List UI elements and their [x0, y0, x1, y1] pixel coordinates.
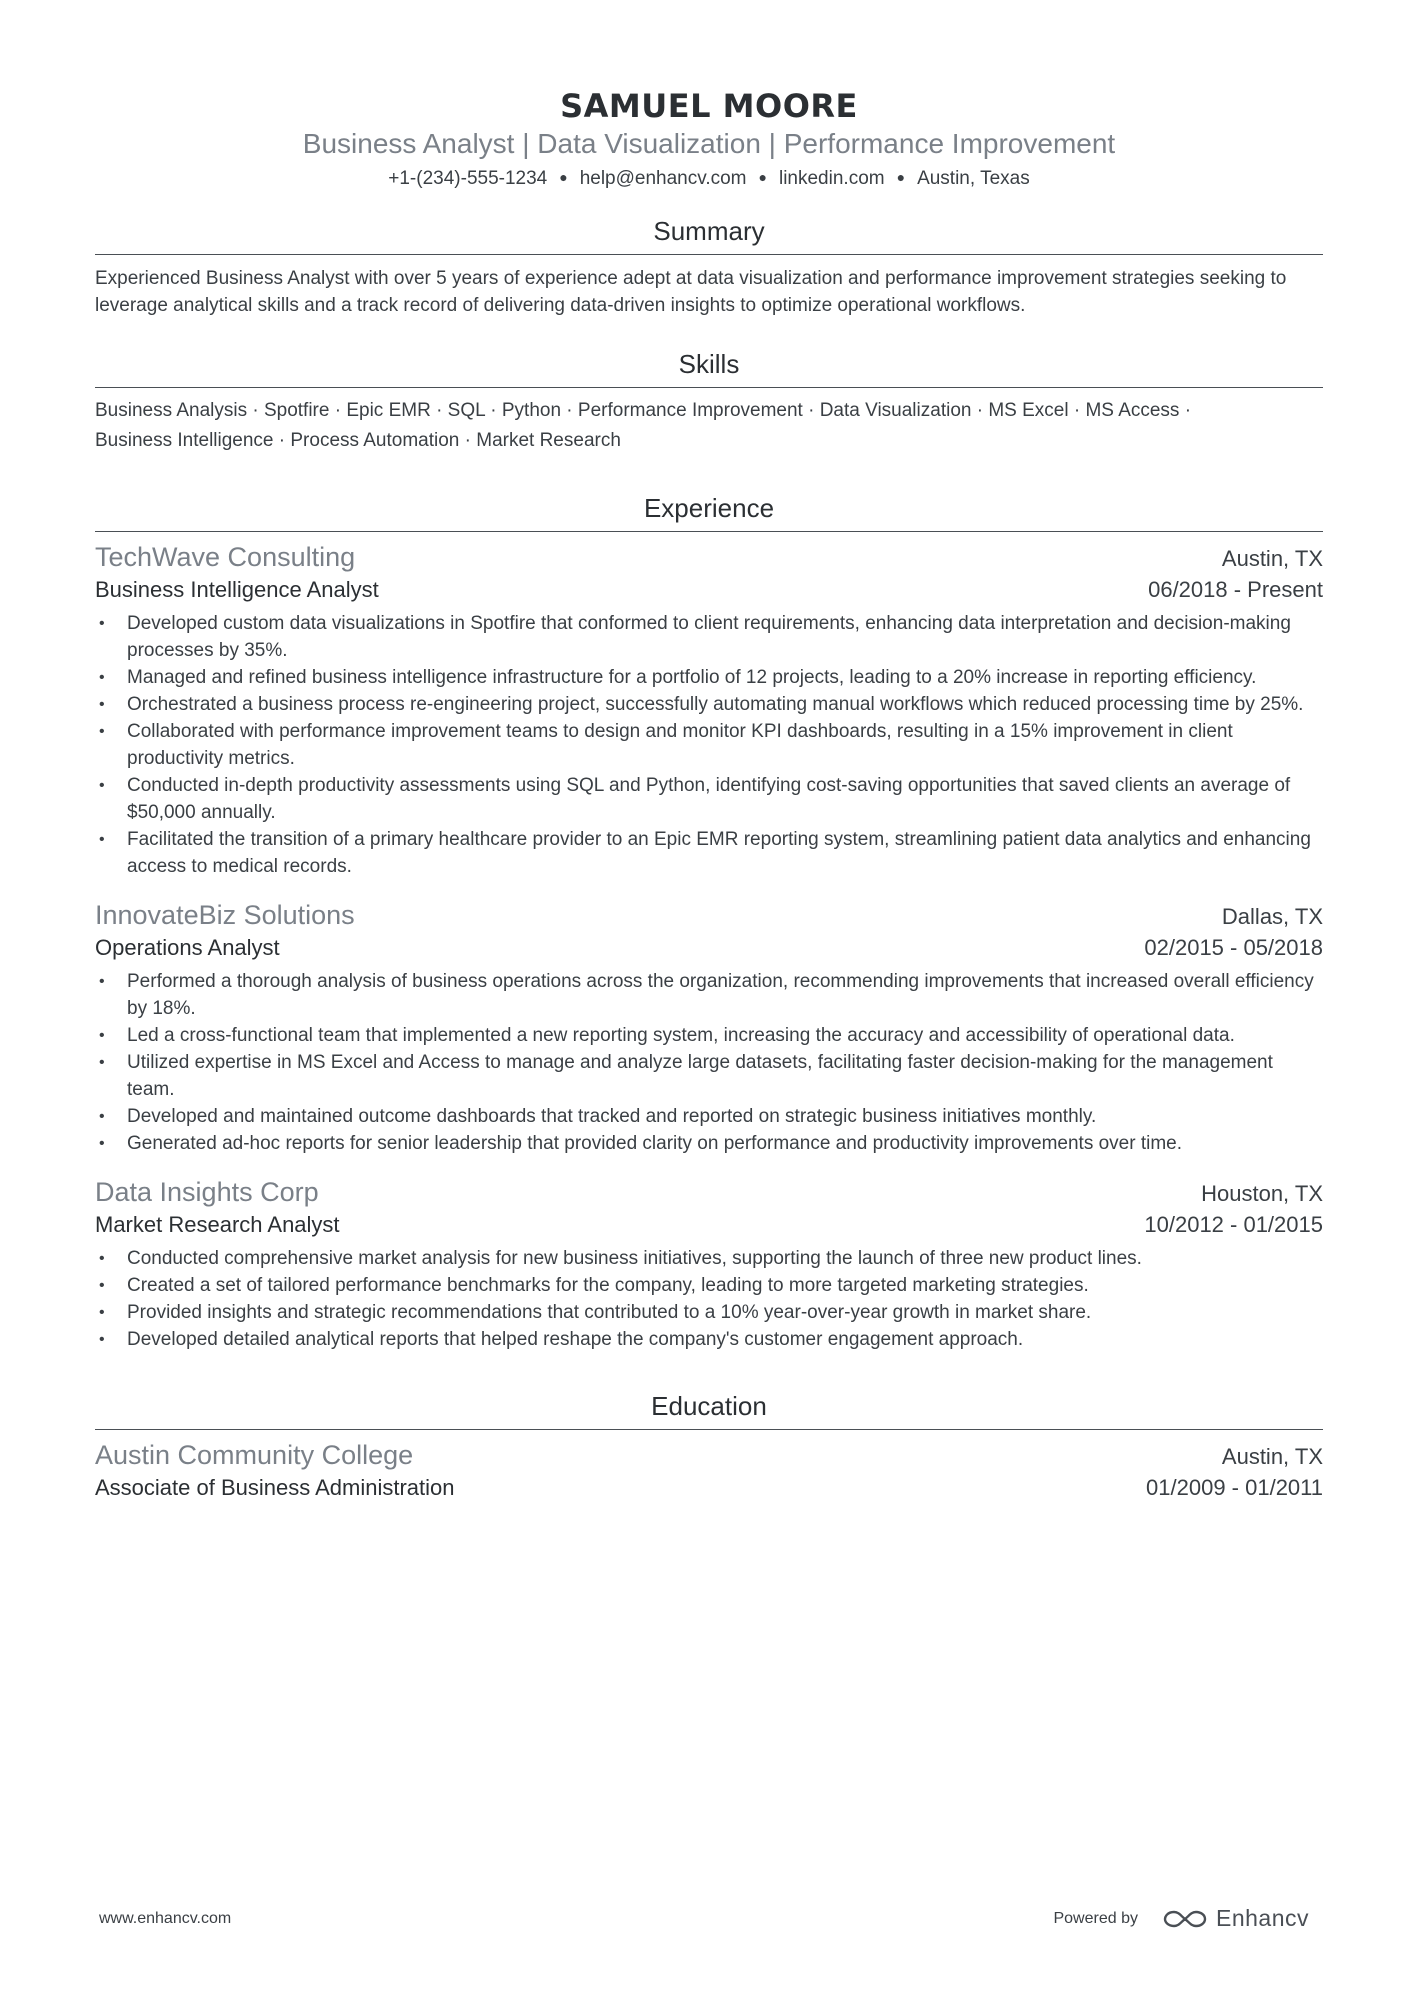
- skills-line: Business Analysis · Spotfire · Epic EMR · SQL · Python · Performance Improvement · Data Visualization · MS Excel · MS Access ·: [95, 400, 1192, 421]
- achievement-item: • Generated ad-hoc reports for senior leadership that provided clarity on performance and productivity improvements over time.: [95, 1130, 1323, 1157]
- job-dates: 02/2015 - 05/2018: [1144, 935, 1323, 960]
- job-title: Business Intelligence Analyst: [95, 577, 379, 602]
- achievement-item: • Developed detailed analytical reports that helped reshape the company's customer engagement approach.: [95, 1326, 1323, 1353]
- achievement-item: • Facilitated the transition of a primary healthcare provider to an Epic EMR reporting system, streamlining patient data analytics and enhancing access to medical records.: [95, 826, 1323, 880]
- candidate-tagline: Business Analyst | Data Visualization | Performance Improvement: [302, 128, 1116, 159]
- separator-dot: ●: [559, 169, 568, 185]
- website-link[interactable]: www.enhancv.com: [99, 1909, 232, 1927]
- linkedin-link[interactable]: linkedin.com: [778, 168, 885, 189]
- page-footer: [99, 1905, 1309, 1932]
- contact-line: [95, 164, 1323, 192]
- resume-page: [95, 0, 1323, 1504]
- powered-by-block: [1053, 1905, 1309, 1932]
- brand-name: Enhancv: [1215, 1905, 1309, 1931]
- job-dates: 10/2012 - 01/2015: [1144, 1212, 1323, 1237]
- company-name: Data Insights Corp: [95, 1177, 319, 1207]
- job-location: Houston, TX: [1201, 1181, 1323, 1206]
- achievement-list: [95, 968, 1323, 1157]
- separator-dot: ●: [758, 169, 767, 185]
- enhancv-logo[interactable]: [1162, 1905, 1309, 1932]
- experience-entry-subheader: [95, 574, 1323, 606]
- education-entry-header: [95, 1438, 1323, 1474]
- powered-by-label: Powered by: [1053, 1909, 1138, 1927]
- achievement-item: • Collaborated with performance improvement teams to design and monitor KPI dashboards, resulting in a 15% improvement in client productivity metrics.: [95, 718, 1323, 772]
- skills-line: Business Intelligence · Process Automation · Market Research: [95, 430, 621, 451]
- candidate-name: SAMUEL MOORE: [560, 87, 858, 125]
- achievement-item: • Developed and maintained outcome dashboards that tracked and reported on strategic business initiatives monthly.: [95, 1103, 1323, 1130]
- job-dates: 06/2018 - Present: [1148, 577, 1323, 602]
- achievement-item: • Developed custom data visualizations in Spotfire that conformed to client requirements, enhancing data interpretation and decision-making processes by 35%.: [95, 610, 1323, 664]
- achievement-item: • Performed a thorough analysis of business operations across the organization, recommending improvements that increased overall efficiency by 18%.: [95, 968, 1323, 1022]
- experience-entry-header: [95, 898, 1323, 934]
- degree-name: Associate of Business Administration: [95, 1475, 455, 1500]
- job-title: Operations Analyst: [95, 935, 280, 960]
- achievement-item: • Utilized expertise in MS Excel and Access to manage and analyze large datasets, facilitating faster decision-making for the management team.: [95, 1049, 1323, 1103]
- experience-heading: Experience: [95, 491, 1323, 532]
- summary-heading: Summary: [95, 214, 1323, 255]
- summary-section: [95, 214, 1323, 319]
- experience-entry: [95, 1175, 1323, 1353]
- email-address[interactable]: help@enhancv.com: [579, 168, 747, 189]
- school-name: Austin Community College: [95, 1440, 414, 1470]
- phone-number: +1-(234)-555-1234: [388, 168, 548, 189]
- experience-entry-header: [95, 540, 1323, 576]
- experience-entry-header: [95, 1175, 1323, 1211]
- summary-text: Experienced Business Analyst with over 5 years of experience adept at data visualization and performance improvement strategies seeking to leverage analytical skills and a track record of delivering data-driven insights to optimize operational workflows.: [95, 268, 1287, 316]
- achievement-item: • Orchestrated a business process re-engineering project, successfully automating manual workflows which reduced processing time by 25%.: [95, 691, 1323, 718]
- resume-header: [95, 0, 1323, 192]
- experience-entry-subheader: [95, 932, 1323, 964]
- school-location: Austin, TX: [1221, 1444, 1323, 1469]
- education-entry: [95, 1438, 1323, 1504]
- job-location: Austin, TX: [1221, 546, 1323, 571]
- experience-entry: [95, 898, 1323, 1157]
- education-heading: Education: [95, 1389, 1323, 1430]
- skills-heading: Skills: [95, 347, 1323, 388]
- achievement-list: [95, 1245, 1323, 1353]
- achievement-item: • Conducted comprehensive market analysis for new business initiatives, supporting the launch of three new product lines.: [95, 1245, 1323, 1272]
- achievement-item: • Led a cross-functional team that implemented a new reporting system, increasing the accuracy and accessibility of operational data.: [95, 1022, 1323, 1049]
- company-name: InnovateBiz Solutions: [95, 900, 355, 930]
- education-dates: 01/2009 - 01/2011: [1146, 1475, 1323, 1500]
- education-section: [95, 1389, 1323, 1504]
- experience-entry: [95, 540, 1323, 880]
- achievement-item: • Conducted in-depth productivity assessments using SQL and Python, identifying cost-saving opportunities that saved clients an average of $50,000 annually.: [95, 772, 1323, 826]
- company-name: TechWave Consulting: [95, 542, 356, 572]
- skills-list: [95, 396, 1323, 456]
- separator-dot: ●: [896, 169, 906, 185]
- skills-section: [95, 347, 1323, 456]
- achievement-item: • Managed and refined business intelligence infrastructure for a portfolio of 12 projects, leading to a 20% increase in reporting efficiency.: [95, 664, 1323, 691]
- achievement-item: • Provided insights and strategic recommendations that contributed to a 10% year-over-year growth in market share.: [95, 1299, 1323, 1326]
- job-location: Dallas, TX: [1221, 904, 1323, 929]
- job-title: Market Research Analyst: [95, 1212, 340, 1237]
- achievement-item: • Created a set of tailored performance benchmarks for the company, leading to more targeted marketing strategies.: [95, 1272, 1323, 1299]
- experience-section: [95, 491, 1323, 1353]
- achievement-list: [95, 610, 1323, 880]
- contact-location: Austin, Texas: [917, 168, 1030, 189]
- infinity-logo-icon: [1162, 1907, 1208, 1931]
- education-entry-subheader: [95, 1472, 1323, 1504]
- experience-entry-subheader: [95, 1209, 1323, 1241]
